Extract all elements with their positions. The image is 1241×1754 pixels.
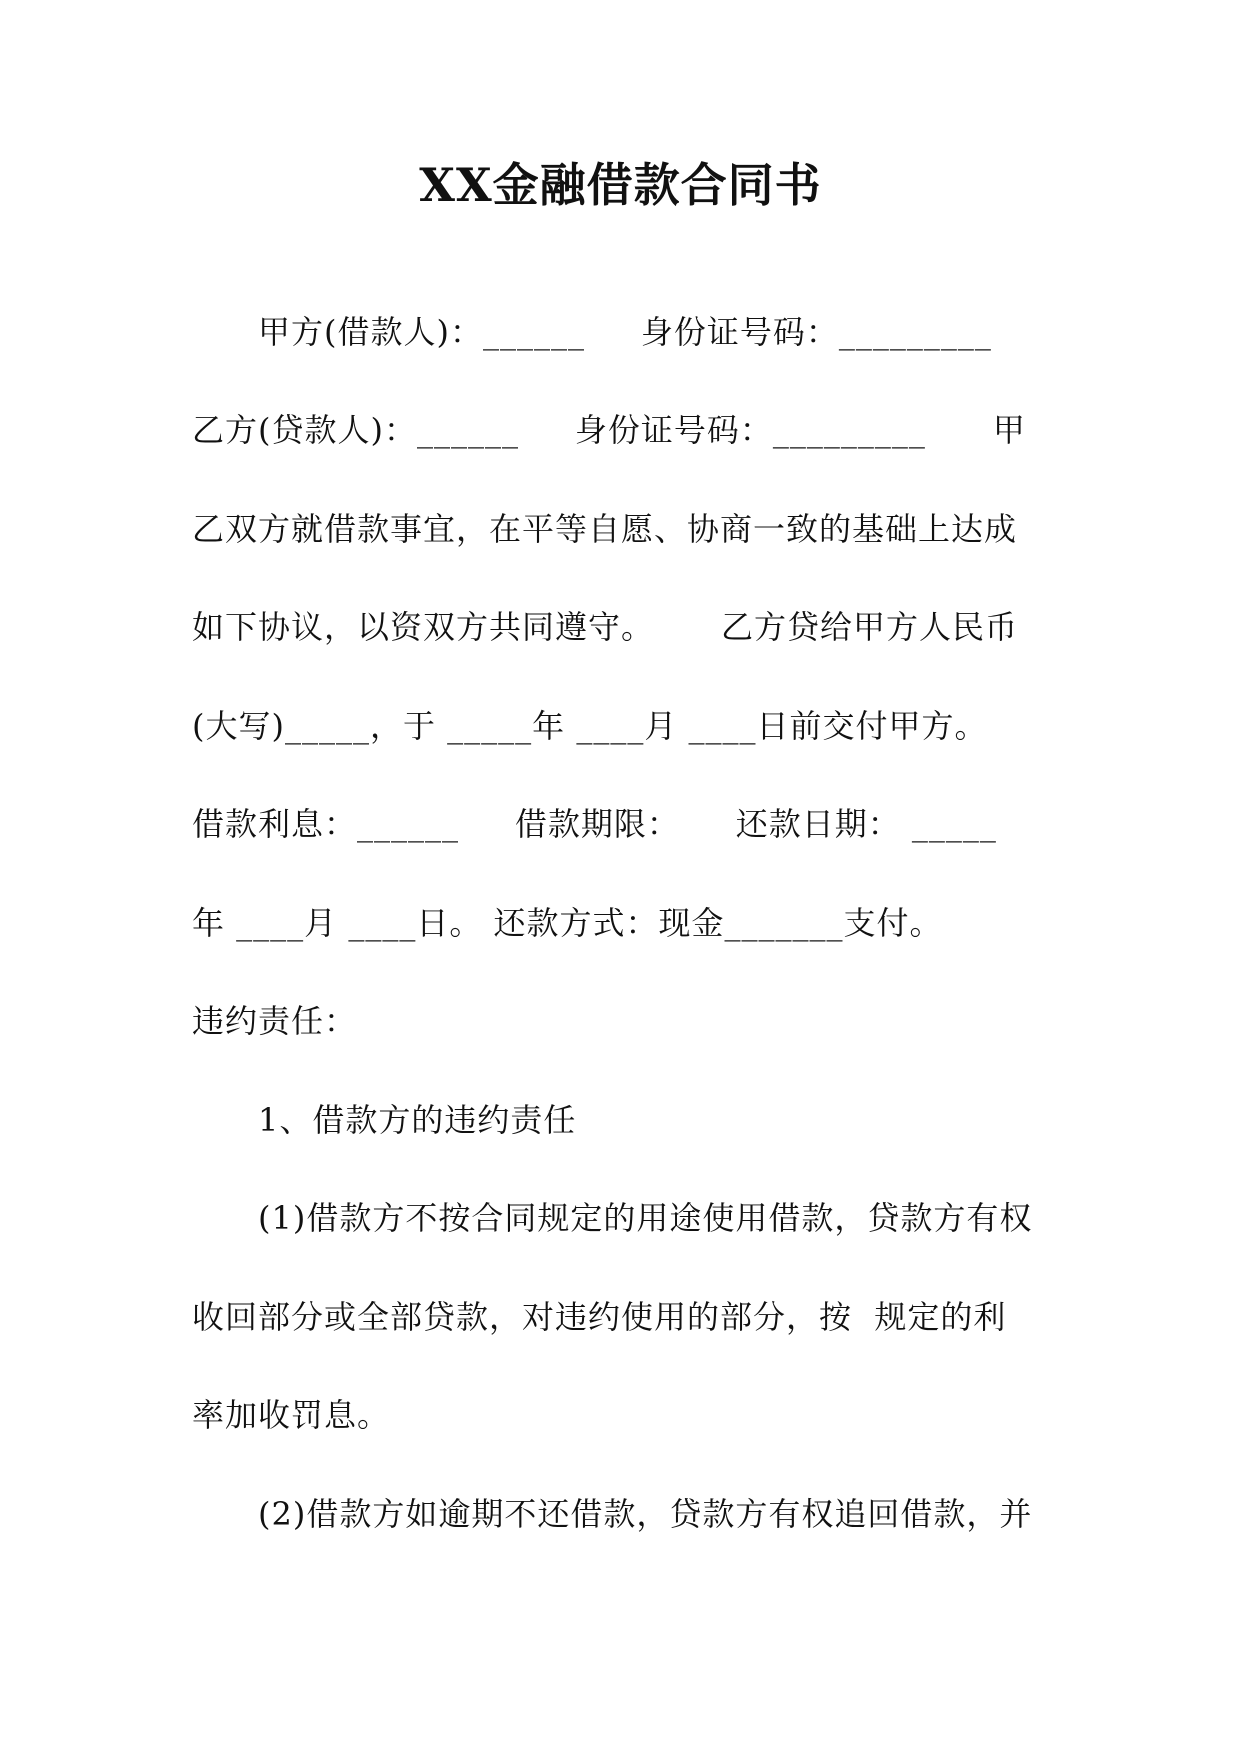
- section-heading: 违约责任：: [192, 1002, 358, 1040]
- clause-line: (2)借款方如逾期不还借款，贷款方有权追回借款，并: [258, 1495, 1033, 1533]
- clause-line: 率加收罚息。: [192, 1396, 391, 1434]
- document-title: XX金融借款合同书: [419, 158, 822, 212]
- subsection-heading: 1、借款方的违约责任: [258, 1101, 577, 1139]
- body-line: 如下协议，以资双方共同遵守。 乙方贷给甲方人民币: [192, 608, 1019, 646]
- body-line: (大写)_____，于 _____年 ____月 ____日前交付甲方。: [192, 707, 988, 745]
- party-a-line: 甲方(借款人)：______ 身份证号码：_________: [258, 313, 992, 351]
- clause-line: (1)借款方不按合同规定的用途使用借款，贷款方有权: [258, 1199, 1033, 1237]
- body-line: 借款利息：______ 借款期限： 还款日期： _____: [192, 805, 997, 843]
- clause-line: 收回部分或全部贷款，对违约使用的部分，按 规定的利: [192, 1298, 1007, 1336]
- body-line: 年 ____月 ____日。 还款方式：现金_______支付。: [192, 904, 943, 942]
- party-b-line: 乙方(贷款人)：______ 身份证号码：_________ 甲: [192, 411, 1026, 449]
- body-line: 乙双方就借款事宜，在平等自愿、协商一致的基础上达成: [192, 510, 1018, 548]
